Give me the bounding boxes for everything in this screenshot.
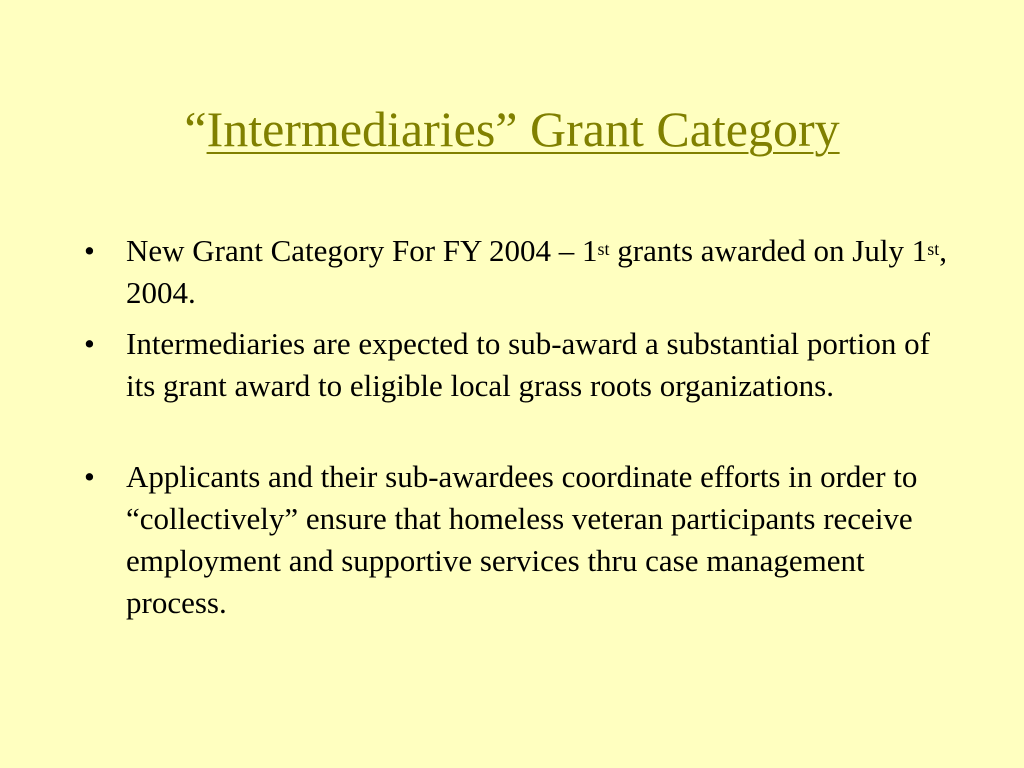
bullet-item-applicants xyxy=(84,456,964,624)
bullet-text-part: grants awarded on July 1 xyxy=(609,233,928,268)
slide-title xyxy=(0,96,1024,162)
bullet-marker: • xyxy=(84,326,95,361)
bullet-text: Applicants and their sub-awardees coordinate efforts in order to “collectively” ensure that homeless veteran participants receive employment and supportive services thru case management process. xyxy=(126,459,918,620)
bullet-text-part: New Grant Category For FY 2004 – 1 xyxy=(126,233,598,268)
ordinal-suffix: st xyxy=(927,238,940,259)
bullet-item-intermediaries xyxy=(84,323,964,407)
bullet-text: Intermediaries are expected to sub-award a substantial portion of its grant award to eligible local grass roots organizations. xyxy=(126,326,930,403)
bullet-item-new-grant-category xyxy=(84,230,964,314)
title-link[interactable]: Intermediaries” Grant Category xyxy=(206,101,840,157)
title-open-quote: “ xyxy=(184,101,207,157)
ordinal-suffix: st xyxy=(597,238,610,259)
bullet-marker: • xyxy=(84,233,95,268)
bullet-list xyxy=(84,230,964,624)
bullet-text-part: , 2004. xyxy=(126,233,947,310)
bullet-marker: • xyxy=(84,459,95,494)
